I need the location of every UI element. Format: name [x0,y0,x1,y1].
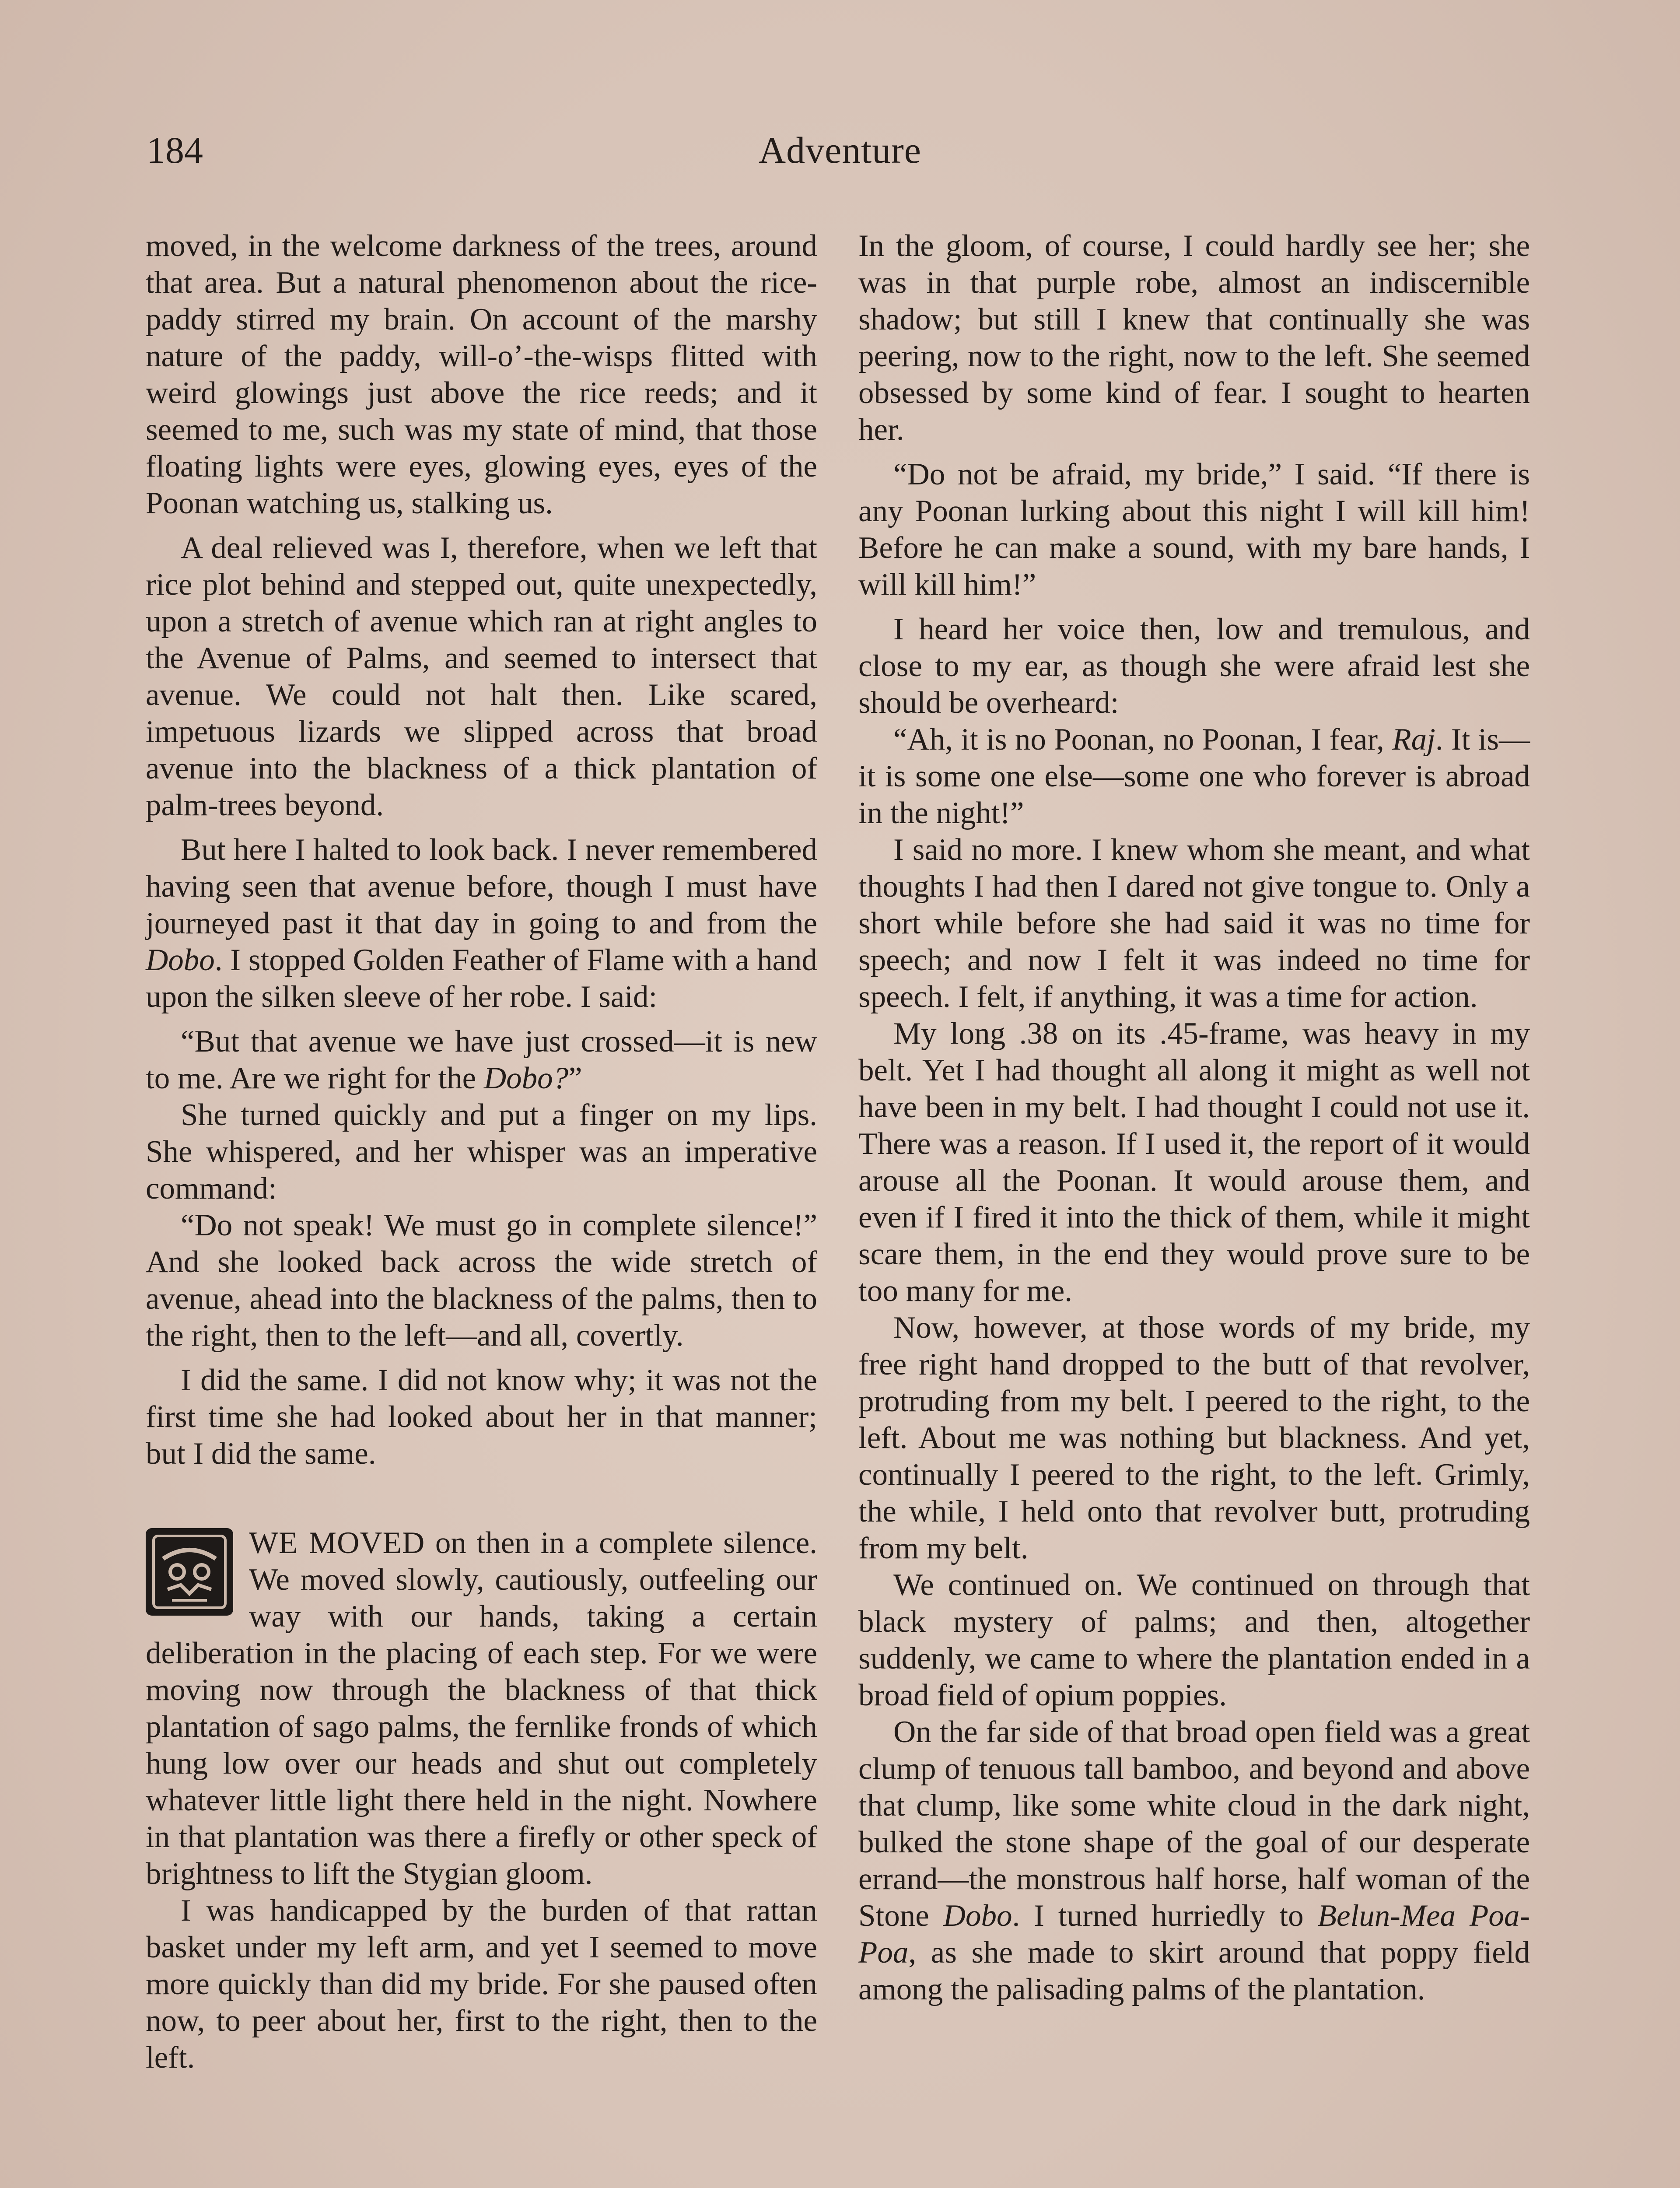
paragraph: I said no more. I knew whom she meant, and what thoughts I had then I dared not give tongue to. Only a short while before she had said it was no time for speech; and now I felt it was indeed no time for speech. I felt, if anything, it was a time for action. [858,833,1530,1014]
right-column [858,228,1530,2008]
paragraph: “Do not speak! We must go in complete silence!” And she looked back across the wide stretch of avenue, ahead into the blackness of the palms, then to the right, then to the left—and all, covertly. [146,1208,817,1353]
paragraph: “But that avenue we have just crossed—it is new to me. Are we right for the Dobo?” [146,1024,817,1095]
paragraph: Now, however, at those words of my bride, my free right hand dropped to the butt of that revolver, protruding from my belt. I peered to the right, to the left. About me was nothing but blackness. And yet, continually I peered to the right, to the left. Grimly, the while, I held onto that revolver butt, protruding from my belt. [858,1311,1530,1565]
paragraph: A deal relieved was I, therefore, when we left that rice plot behind and stepped out, quite unexpectedly, upon a stretch of avenue which ran at right angles to the Avenue of Palms, and seemed to intersect that avenue. We could not halt then. Like scared, impetuous lizards we slipped across that broad avenue into the blackness of a thick plantation of palm-trees beyond. [146,531,817,822]
left-column [146,228,817,2076]
section-opening-paragraph: WE MOVED on then in a complete silence. We moved slowly, cautiously, outfeeling our way with our hands, taking a certain deliberation in the placing of each step. For we were moving now through the blackness of that thick plantation of sago palms, the fernlike fronds of which hung low over our heads and shut out completely whatever little light there held in the night. Nowhere in that plantation was there a firefly or other speck of brightness to lift the Stygian gloom. [146,1526,817,1891]
paragraph: We continued on. We continued on through that black mystery of palms; and then, altogether suddenly, we came to where the plantation ended in a broad field of opium poppies. [858,1568,1530,1712]
paragraph: moved, in the welcome darkness of the trees, around that area. But a natural phenomenon about the rice-paddy stirred my brain. On account of the marshy nature of the paddy, will-o’-the-wisps flitted with weird glowings just above the rice reeds; and it seemed to me, such was my state of mind, that those floating lights were eyes, glowing eyes, eyes of the Poonan watching us, stalking us. [146,229,817,520]
paragraph: I heard her voice then, low and tremulous, and close to my ear, as though she were afraid lest she should be overheard: [858,612,1530,720]
page-number: 184 [147,129,203,171]
paragraph: In the gloom, of course, I could hardly see her; she was in that purple robe, almost an indiscernible shadow; but still I knew that continually she was peering, now to the right, now to the left. She seemed obsessed by some kind of fear. I sought to hearten her. [858,229,1530,447]
paragraph: But here I halted to look back. I never remembered having seen that avenue before, though I must have journeyed past it that day in going to and from the Dobo. I stopped Golden Feather of Flame with a hand upon the silken sleeve of her robe. I said: [146,833,817,1014]
paragraph: “Ah, it is no Poonan, no Poonan, I fear, Raj. It is—it is some one else—some one who forever is abroad in the night!” [858,722,1530,830]
paragraph: She turned quickly and put a finger on my lips. She whispered, and her whisper was an imperative command: [146,1098,817,1206]
paragraph: “Do not be afraid, my bride,” I said. “If there is any Poonan lurking about this night I will kill him! Before he can make a sound, with my bare hands, I will kill him!” [858,457,1530,602]
paragraph: My long .38 on its .45-frame, was heavy in my belt. Yet I had thought all along it might as well not have been in my belt. I had thought I could not use it. There was a reason. If I used it, the report of it would arouse all the Poonan. It would arouse them, and even if I fired it into the thick of them, while it might scare them, in the end they would prove sure to be too many for me. [858,1017,1530,1308]
paragraph: On the far side of that broad open field was a great clump of tenuous tall bamboo, and beyond and above that clump, like some white cloud in the dark night, bulked the stone shape of the goal of our desperate errand—the monstrous half horse, half woman of the Stone Dobo. I turned hurriedly to Belun-Mea Poa-Poa, as she made to skirt around that poppy field among the palisading palms of the plantation. [858,1715,1530,2006]
paragraph: I was handicapped by the burden of that rattan basket under my left arm, and yet I seemed to move more quickly than did my bride. For she paused often now, to peer about her, first to the right, then to the left. [146,1893,817,2075]
paragraph: I did the same. I did not know why; it was not the first time she had looked about her in that manner; but I did the same. [146,1363,817,1471]
ornament-icon [146,1528,233,1616]
running-head-title: Adventure [759,129,921,171]
